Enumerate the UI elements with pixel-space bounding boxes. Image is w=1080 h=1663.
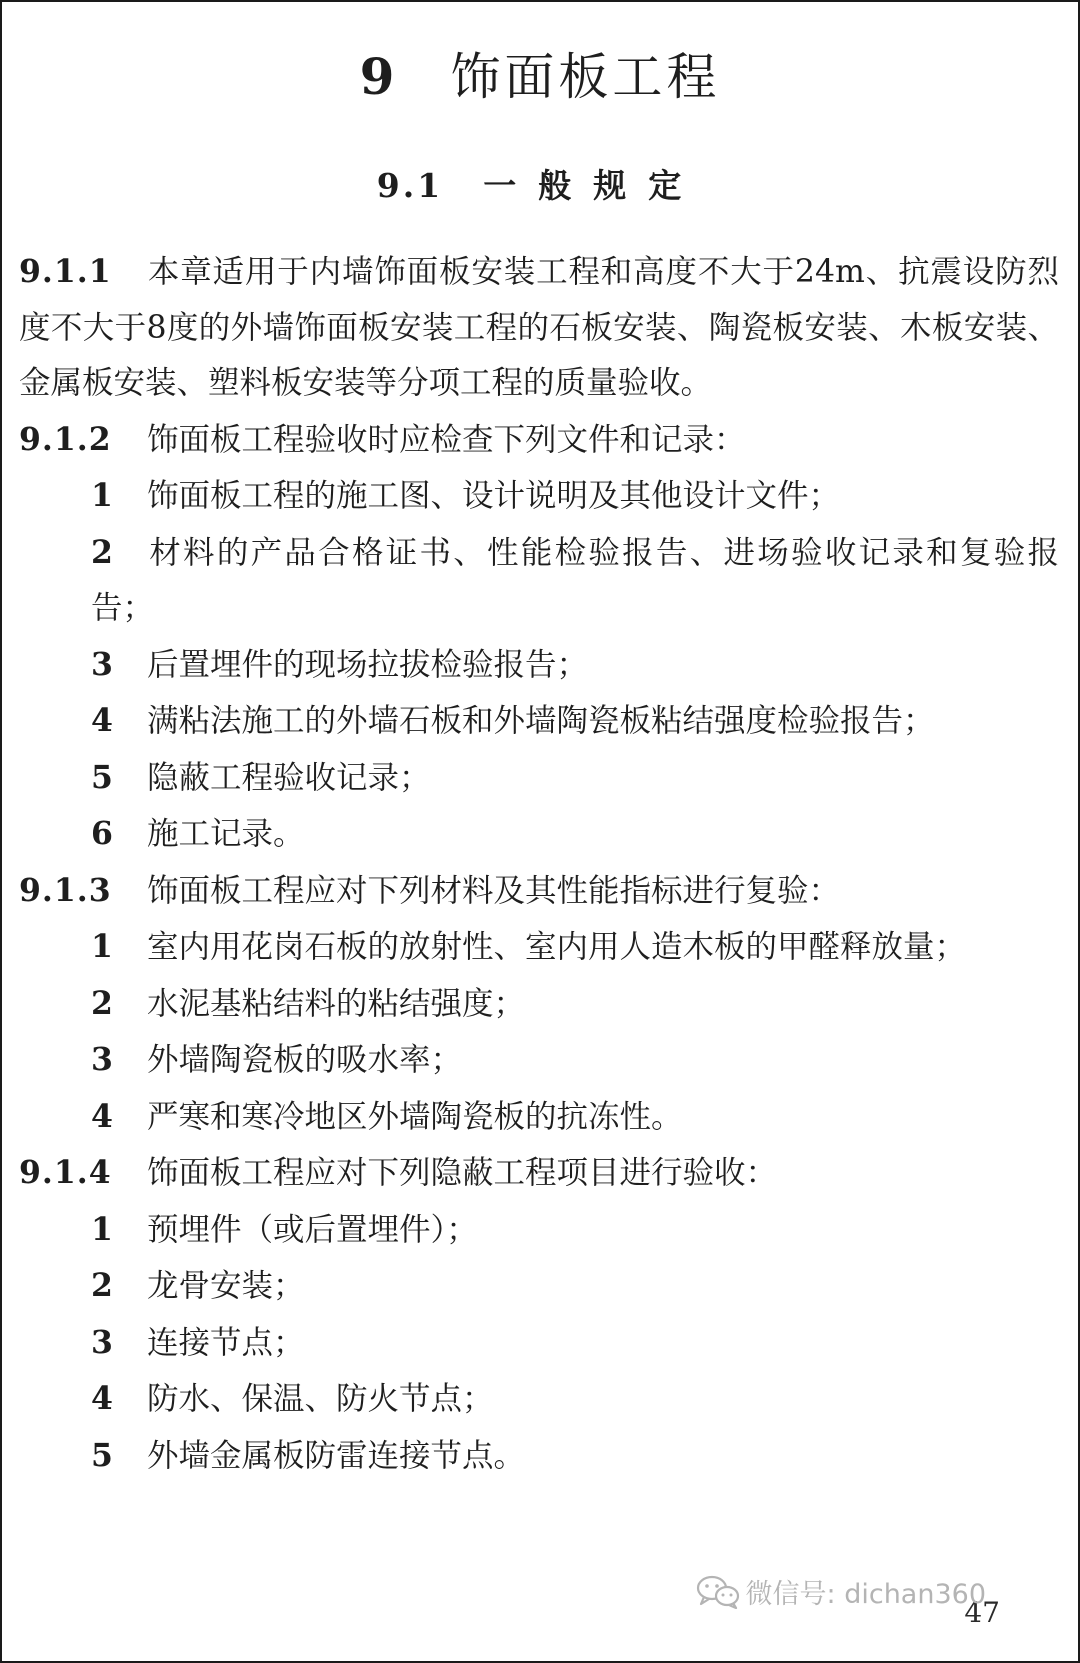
item-text: 材料的产品合格证书、性能检验报告、进场验收记录和复验报告； xyxy=(91,534,1059,626)
list-item xyxy=(19,693,1059,750)
item-text: 水泥基粘结料的粘结强度； xyxy=(147,985,526,1022)
item-number: 3 xyxy=(91,1323,113,1361)
list-item xyxy=(19,1371,1059,1428)
item-text: 外墙金属板防雷连接节点。 xyxy=(147,1437,526,1474)
item-number: 3 xyxy=(91,645,113,683)
item-text: 室内用花岗石板的放射性、室内用人造木板的甲醛释放量； xyxy=(147,929,967,965)
clause-text: 饰面板工程应对下列隐蔽工程项目进行验收： xyxy=(147,1155,778,1191)
clause-9-1-1 xyxy=(19,244,1059,412)
item-text: 严寒和寒冷地区外墙陶瓷板的抗冻性。 xyxy=(147,1098,683,1135)
item-text: 连接节点； xyxy=(147,1324,305,1361)
watermark xyxy=(696,1572,986,1611)
list-item xyxy=(19,806,1059,863)
list-item xyxy=(19,468,1059,525)
list-item xyxy=(19,1315,1059,1372)
item-number: 4 xyxy=(91,1380,113,1417)
item-text: 预埋件（或后置埋件）； xyxy=(147,1211,478,1248)
watermark-text: 微信号: dichan360 xyxy=(745,1579,986,1610)
wechat-icon xyxy=(696,1575,740,1609)
list-item xyxy=(19,1032,1059,1089)
chapter-title-text: 饰面板工程 xyxy=(450,48,721,106)
list-item xyxy=(19,1428,1059,1485)
item-number: 1 xyxy=(91,1210,113,1248)
document-body xyxy=(19,244,1059,1484)
list-item xyxy=(19,1089,1059,1146)
clause-text: 饰面板工程应对下列材料及其性能指标进行复验： xyxy=(147,872,841,909)
item-number: 5 xyxy=(91,1436,113,1474)
item-number: 4 xyxy=(91,1097,113,1135)
list-item xyxy=(19,1258,1059,1315)
clause-9-1-4 xyxy=(19,1145,1059,1202)
clause-9-1-3 xyxy=(19,863,1059,920)
item-text: 后置埋件的现场拉拔检验报告； xyxy=(147,646,589,683)
item-number: 3 xyxy=(91,1041,113,1078)
chapter-number: 9 xyxy=(359,47,399,106)
clause-number: 9.1.4 xyxy=(19,1154,112,1191)
item-number: 2 xyxy=(91,533,113,571)
item-number: 1 xyxy=(91,477,113,514)
item-number: 5 xyxy=(91,758,113,796)
item-text: 满粘法施工的外墙石板和外墙陶瓷板粘结强度检验报告； xyxy=(147,703,935,739)
clause-number: 9.1.2 xyxy=(19,420,112,458)
section-title xyxy=(2,164,1078,208)
clause-text: 饰面板工程验收时应检查下列文件和记录： xyxy=(147,421,746,458)
list-item xyxy=(19,637,1059,694)
item-number: 2 xyxy=(91,1267,113,1304)
chapter-title xyxy=(2,44,1078,110)
item-text: 饰面板工程的施工图、设计说明及其他设计文件； xyxy=(147,478,841,514)
item-number: 6 xyxy=(91,815,113,852)
clause-number: 9.1.3 xyxy=(19,871,112,909)
clause-text: 本章适用于内墙饰面板安装工程和高度不大于24m、抗震设防烈度不大于8度的外墙饰面板安装工程的石板安装、陶瓷板安装、木板安装、金属板安装、塑料板安装等分项工程的质量验收。 xyxy=(19,254,1059,401)
clause-number: 9.1.1 xyxy=(19,253,112,290)
clause-9-1-2 xyxy=(19,412,1059,469)
list-item xyxy=(19,750,1059,807)
item-number: 1 xyxy=(91,928,113,965)
page-number: 47 xyxy=(964,1596,1000,1629)
list-item xyxy=(19,976,1059,1033)
section-title-text: 一般规定 xyxy=(483,166,704,205)
item-text: 外墙陶瓷板的吸水率； xyxy=(147,1042,463,1078)
section-number: 9.1 xyxy=(376,166,444,205)
item-text: 施工记录。 xyxy=(147,816,305,852)
list-item xyxy=(19,919,1059,976)
item-text: 隐蔽工程验收记录； xyxy=(147,759,431,796)
list-item xyxy=(19,525,1059,637)
item-text: 防水、保温、防火节点； xyxy=(147,1381,494,1417)
list-item xyxy=(19,1202,1059,1259)
item-text: 龙骨安装； xyxy=(147,1268,305,1304)
item-number: 2 xyxy=(91,984,113,1022)
item-number: 4 xyxy=(91,702,113,739)
